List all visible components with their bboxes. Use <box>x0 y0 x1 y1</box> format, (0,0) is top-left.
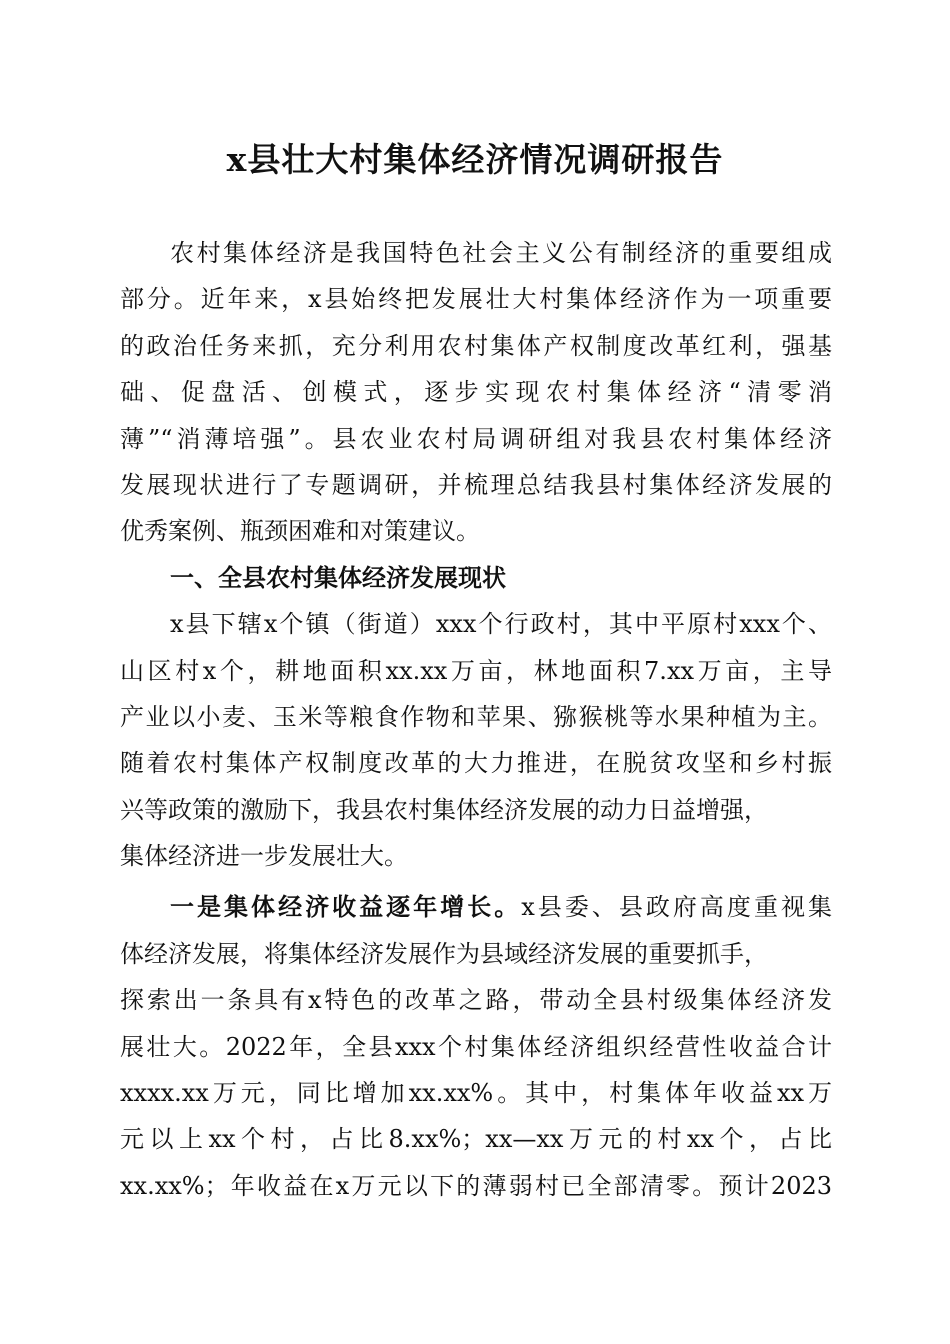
text-line: 山区村x个，耕地面积xx.xx万亩，林地面积7.xx万亩，主导 <box>120 656 832 685</box>
document-body <box>120 230 832 1209</box>
text-line: 元以上xx个村，占比8.xx%；xx—xx万元的村xx个，占比 <box>120 1125 832 1154</box>
text-line: 发展现状进行了专题调研，并梳理总结我县村集体经济发展的 <box>120 470 832 499</box>
text-line: 薄”“消薄培强”。县农业农村局调研组对我县农村集体经济 <box>120 424 832 453</box>
text-line: 探索出一条具有x特色的改革之路，带动全县村级集体经济发 <box>120 986 832 1015</box>
point1-paragraph <box>120 884 832 1209</box>
section-heading: 一、全县农村集体经济发展现状 <box>170 563 506 592</box>
point-text: x县委、县政府高度重视集 <box>521 893 832 922</box>
text-line: 部分。近年来，x县始终把发展壮大村集体经济作为一项重要 <box>120 285 832 314</box>
point-lead: 一是集体经济收益逐年增长。 <box>170 892 522 922</box>
text-line: 集体经济进一步发展壮大。 <box>120 842 408 871</box>
text-line: 农村集体经济是我国特色社会主义公有制经济的重要组成 <box>170 239 832 267</box>
text-line: xxxx.xx万元，同比增加xx.xx%。其中，村集体年收益xx万 <box>120 1079 832 1108</box>
text-line: 产业以小麦、玉米等粮食作物和苹果、猕猴桃等水果种植为主。 <box>120 702 832 731</box>
text-line: 体经济发展，将集体经济发展作为县域经济发展的重要抓手， <box>120 939 768 968</box>
intro-paragraph <box>120 230 832 555</box>
text-line: 础、促盘活、创模式，逐步实现农村集体经济“清零消 <box>120 378 832 407</box>
text-line: 优秀案例、瓶颈困难和对策建议。 <box>120 517 480 546</box>
text-line: 的政治任务来抓，充分利用农村集体产权制度改革红利，强基 <box>120 331 832 360</box>
text-line: 展壮大。2022年，全县xxx个村集体经济组织经营性收益合计 <box>120 1032 832 1061</box>
text-line: 兴等政策的激励下，我县农村集体经济发展的动力日益增强， <box>120 795 768 824</box>
text-line: xx.xx%；年收益在x万元以下的薄弱村已全部清零。预计2023 <box>120 1171 832 1200</box>
document-title: x县壮大村集体经济情况调研报告 <box>226 140 724 179</box>
section1-paragraph <box>120 601 832 879</box>
text-line: x县下辖x个镇（街道）xxx个行政村，其中平原村xxx个、 <box>170 610 832 639</box>
text-line <box>120 884 832 930</box>
text-line: 随着农村集体产权制度改革的大力推进，在脱贫攻坚和乡村振 <box>120 749 832 778</box>
